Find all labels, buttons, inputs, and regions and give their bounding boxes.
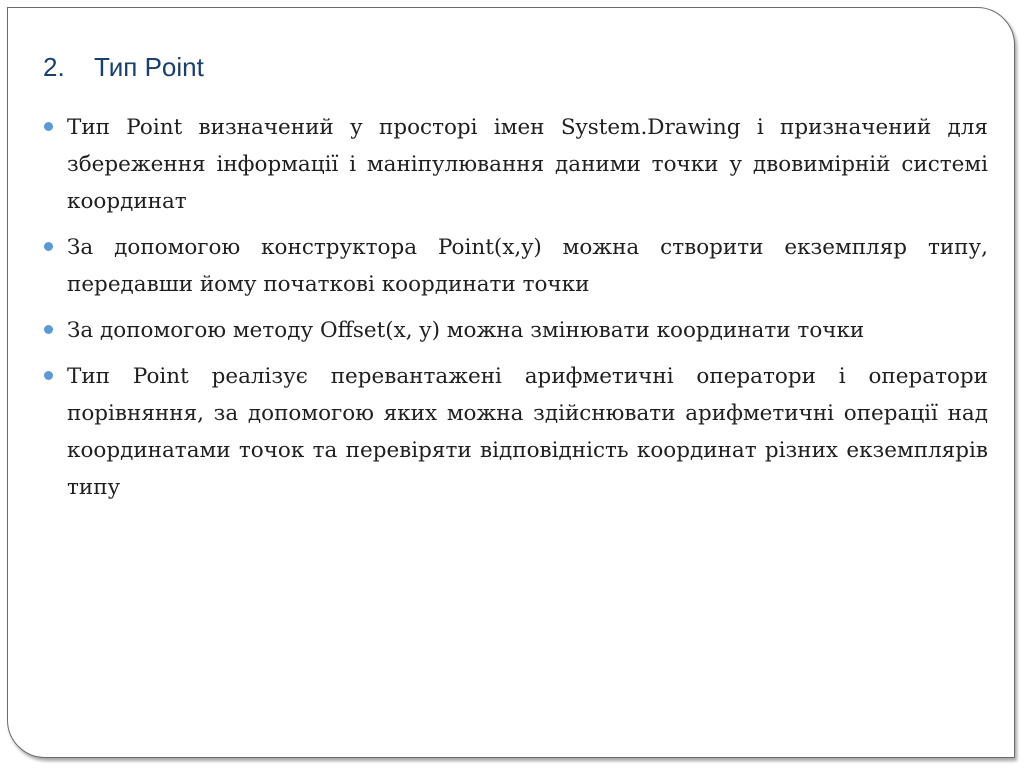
bullet-text: За допомогою методу Offset(x, y) можна змінювати координати точки — [67, 318, 865, 343]
round-bullet-icon — [44, 371, 53, 380]
bullet-item — [43, 358, 988, 506]
bullet-text: Тип Point реалізує перевантажені арифметичні оператори і оператори порівняння, за допомогою яких можна здійснювати арифметичні операції над координатами точок та перевіряти відповідність координат різних екземплярів типу — [67, 364, 988, 500]
round-bullet-icon — [44, 122, 53, 131]
round-bullet-icon — [44, 242, 53, 251]
bullet-list — [43, 109, 988, 515]
slide-title-text: Тип Point — [94, 52, 204, 82]
bullet-item — [43, 109, 988, 220]
round-bullet-icon — [44, 325, 53, 334]
bullet-item — [43, 229, 988, 303]
slide-frame — [7, 7, 1015, 758]
slide-title — [43, 52, 204, 83]
bullet-text: Тип Point визначений у просторі імен System.Drawing і призначений для збереження інформації і маніпулювання даними точки у двовимірній системі координат — [67, 115, 988, 214]
bullet-item — [43, 312, 988, 349]
bullet-text: За допомогою конструктора Point(x,y) можна створити екземпляр типу, передавши йому початкові координати точки — [67, 235, 988, 297]
slide-title-number: 2. — [43, 52, 65, 82]
